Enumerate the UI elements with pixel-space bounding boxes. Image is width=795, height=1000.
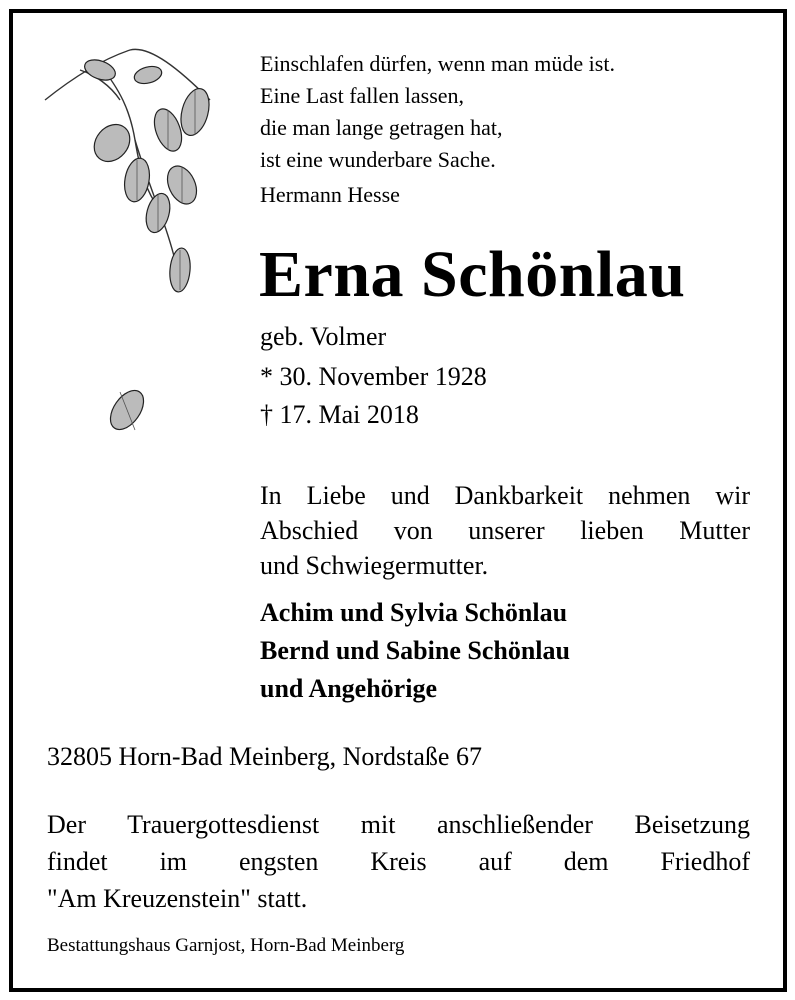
poem-line: ist eine wunderbare Sache. — [260, 147, 496, 172]
poem — [260, 48, 615, 176]
mourner: Achim und Sylvia Schönlau — [260, 598, 568, 627]
service-line: findet im engsten Kreis auf dem Friedhof — [47, 847, 750, 876]
death-date: † 17. Mai 2018 — [260, 400, 419, 429]
message-line: Abschied von unserer lieben Mutter — [260, 516, 750, 545]
birch-branch-icon — [40, 40, 230, 440]
poem-line: Einschlafen dürfen, wenn man müde ist. — [260, 51, 615, 76]
farewell-message — [260, 478, 750, 583]
mourners-list — [260, 594, 570, 708]
service-line: Der Trauergottesdienst mit anschließender Beisetzung — [47, 810, 750, 839]
message-line: In Liebe und Dankbarkeit nehmen wir — [260, 481, 750, 510]
mourner: und Angehörige — [260, 674, 437, 703]
address: 32805 Horn-Bad Meinberg, Nordstaße 67 — [47, 742, 482, 771]
funeral-home: Bestattungshaus Garnjost, Horn-Bad Meinberg — [47, 935, 405, 956]
service-line: "Am Kreuzenstein" statt. — [47, 884, 308, 913]
deceased-name: Erna Schönlau — [259, 238, 686, 311]
service-notice — [47, 806, 750, 917]
poem-line: Eine Last fallen lassen, — [260, 83, 465, 108]
poem-author: Hermann Hesse — [260, 182, 400, 207]
poem-line: die man lange getragen hat, — [260, 115, 503, 140]
birth-date: * 30. November 1928 — [260, 362, 487, 391]
born-name: geb. Volmer — [260, 322, 387, 351]
mourner: Bernd und Sabine Schönlau — [260, 636, 570, 665]
message-line: und Schwiegermutter. — [260, 551, 489, 580]
